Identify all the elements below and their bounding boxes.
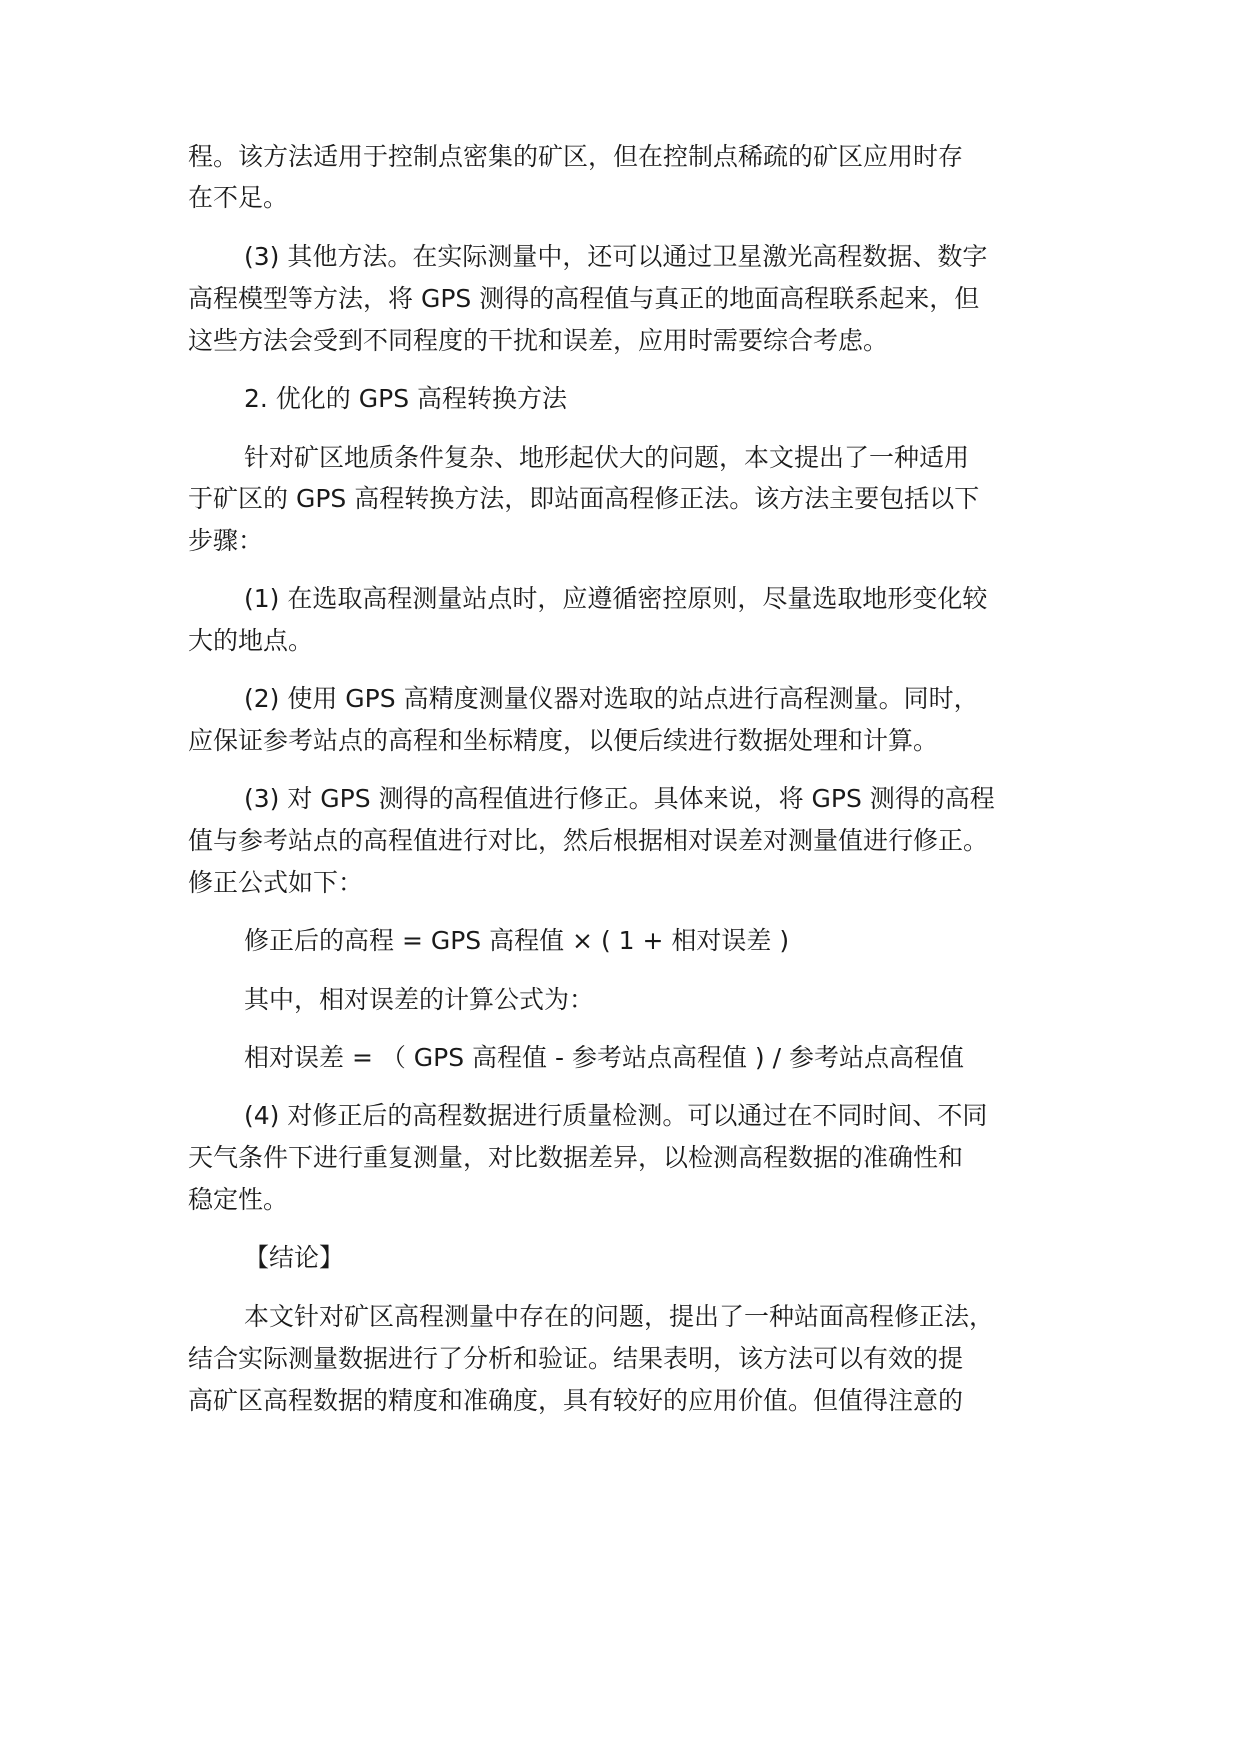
paragraph-line: 天气条件下进行重复测量，对比数据差异，以检测高程数据的准确性和 <box>188 1143 964 1172</box>
paragraph-line: 针对矿区地质条件复杂、地形起伏大的问题，本文提出了一种适用 <box>244 443 970 472</box>
paragraph-line: 结合实际测量数据进行了分析和验证。结果表明，该方法可以有效的提 <box>188 1344 964 1373</box>
paragraph-line: 其中，相对误差的计算公式为： <box>244 985 595 1014</box>
paragraph-line: (4) 对修正后的高程数据进行质量检测。可以通过在不同时间、不同 <box>244 1101 988 1130</box>
paragraph-line: 高矿区高程数据的精度和准确度，具有较好的应用价值。但值得注意的 <box>188 1386 964 1415</box>
paragraph-line: 稳定性。 <box>188 1185 289 1214</box>
formula-line: 相对误差 = （ GPS 高程值 - 参考站点高程值 ) / 参考站点高程值 <box>244 1043 964 1072</box>
paragraph-line: 值与参考站点的高程值进行对比，然后根据相对误差对测量值进行修正。 <box>188 826 989 855</box>
paragraph-line: (2) 使用 GPS 高精度测量仪器对选取的站点进行高程测量。同时， <box>244 684 979 713</box>
formula-line: 修正后的高程 = GPS 高程值 × ( 1 + 相对误差 ) <box>244 926 790 955</box>
paragraph-line: 大的地点。 <box>188 626 314 655</box>
paragraph-line: 在不足。 <box>188 183 289 212</box>
paragraph-line: 步骤： <box>188 526 264 555</box>
paragraph-line: (3) 对 GPS 测得的高程值进行修正。具体来说，将 GPS 测得的高程 <box>244 784 995 813</box>
section-heading: 【结论】 <box>244 1243 345 1272</box>
paragraph-line: 修正公式如下： <box>188 868 364 897</box>
paragraph-line: 本文针对矿区高程测量中存在的问题，提出了一种站面高程修正法， <box>244 1302 995 1331</box>
section-heading: 2. 优化的 GPS 高程转换方法 <box>244 384 568 413</box>
paragraph-line: 这些方法会受到不同程度的干扰和误差，应用时需要综合考虑。 <box>188 326 889 355</box>
paragraph-line: (1) 在选取高程测量站点时，应遵循密控原则，尽量选取地形变化较 <box>244 584 988 613</box>
paragraph-line: 高程模型等方法，将 GPS 测得的高程值与真正的地面高程联系起来，但 <box>188 284 980 313</box>
paragraph-line: 应保证参考站点的高程和坐标精度，以便后续进行数据处理和计算。 <box>188 726 939 755</box>
paragraph-line: 程。该方法适用于控制点密集的矿区，但在控制点稀疏的矿区应用时存 <box>188 142 964 171</box>
paragraph-line: (3) 其他方法。在实际测量中，还可以通过卫星激光高程数据、数字 <box>244 242 988 271</box>
paragraph-line: 于矿区的 GPS 高程转换方法，即站面高程修正法。该方法主要包括以下 <box>188 484 980 513</box>
